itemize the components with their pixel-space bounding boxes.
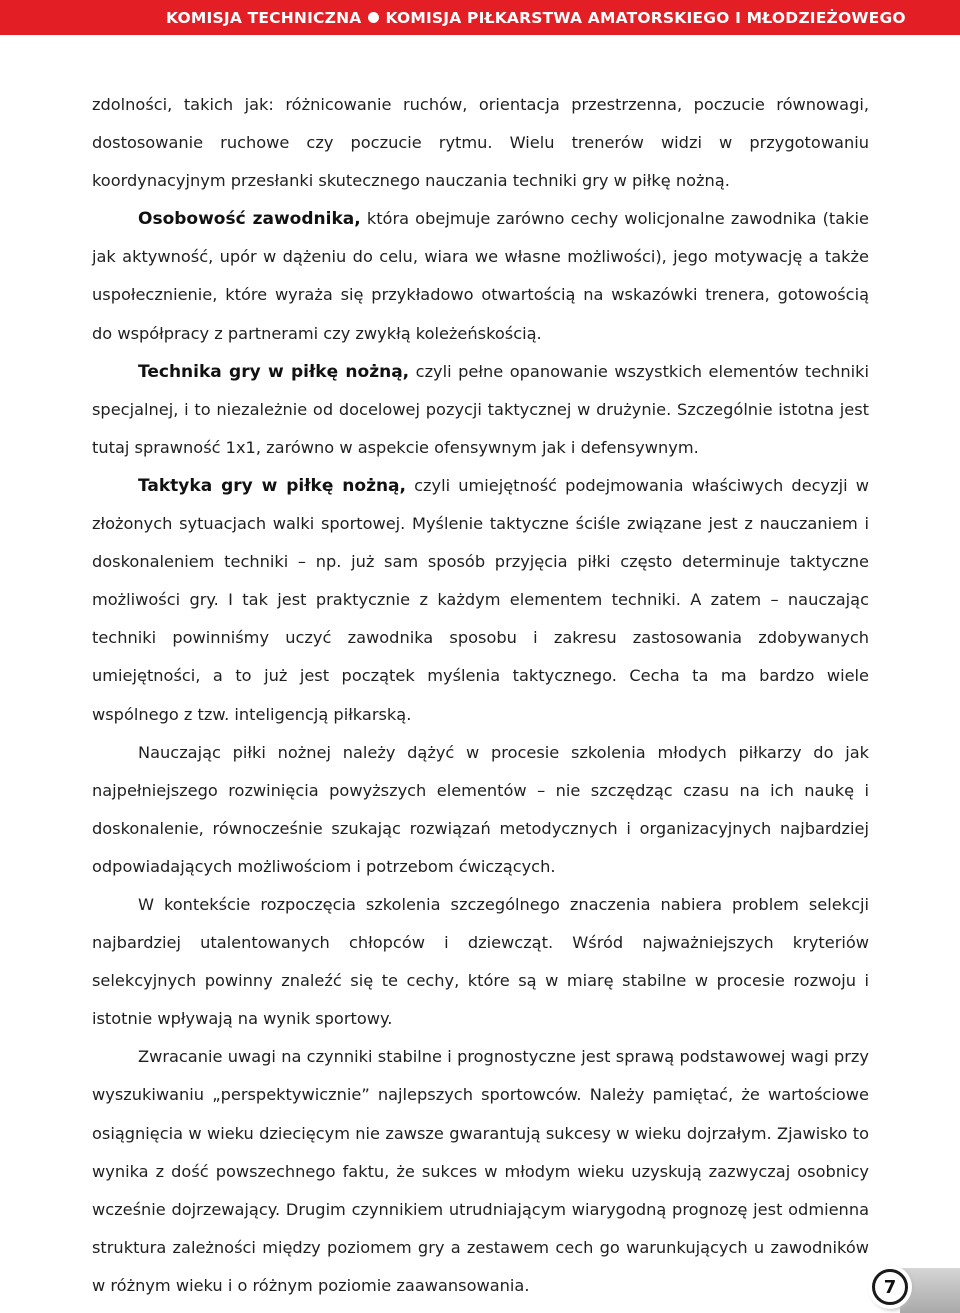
paragraph-1: zdolności, takich jak: różnicowanie ruchów, orientacja przestrzenna, poczucie równowagi, dostosowanie ruchowe czy poczucie rytmu. Wielu trenerów widzi w przygotowaniu koordynacyjnym przesłanki skutecznego nauczania techniki gry w piłkę nożną. (92, 95, 869, 191)
paragraph-3 (92, 353, 869, 467)
paragraph-4-text: czyli umiejętność podejmowania właściwych decyzji w złożonych sytuacjach walki sportowej. Myślenie taktyczne ściśle związane jest z nauczaniem i doskonaleniem techniki – np. już sam sposób przyjęcia piłki często determinuje taktyczne możliwości gry. I tak jest praktycznie z każdym elementem techniki. A zatem – nauczając techniki powinniśmy uczyć zawodnika sposobu i zakresu zastosowania zdobywanych umiejętności, a to już jest początek myślenia taktycznego. Cecha ta ma bardzo wiele wspólnego z tzw. inteligencją piłkarską. (92, 475, 870, 724)
paragraph-4 (92, 467, 869, 734)
paragraph-5: Nauczając piłki nożnej należy dążyć w procesie szkolenia młodych piłkarzy do jak najpełniejszego rozwinięcia powyższych elementów – nie szczędząc czasu na ich naukę i doskonalenie, równocześnie szukając rozwiązań metodycznych i organizacyjnych najbardziej odpowiadających możliwościom i potrzebom ćwiczących. (92, 742, 869, 876)
paragraph-2-lead: Osobowość zawodnika, (138, 209, 361, 230)
bullet-dot-icon (368, 12, 379, 23)
paragraph-4-lead: Taktyka gry w piłkę nożną, (138, 475, 406, 496)
paragraph-2-text: która obejmuje zarówno cechy wolicjonalne zawodnika (takie jak aktywność, upór w dążeniu do celu, wiara we własne możliwości), jego motywację a także uspołecznienie, które wyraża się przykładowo otwartością na wskazówki trenera, gotowością do współpracy z partnerami czy zwykłą koleżeńskością. (92, 209, 869, 343)
header-bar (0, 0, 960, 35)
header-left-label: KOMISJA TECHNICZNA (166, 8, 362, 27)
paragraph-3-text: czyli pełne opanowanie wszystkich elementów techniki specjalnej, i to niezależnie od docelowej pozycji taktycznej w drużynie. Szczególnie istotna jest tutaj sprawność 1x1, zarówno w aspekcie ofensywnym jak i defensywnym. (92, 361, 869, 457)
page-number: 7 (872, 1269, 908, 1305)
header-right-label: KOMISJA PIŁKARSTWA AMATORSKIEGO I MŁODZIEŻOWEGO (385, 8, 906, 27)
paragraph-6: W kontekście rozpoczęcia szkolenia szczególnego znaczenia nabiera problem selekcji najbardziej utalentowanych chłopców i dziewcząt. Wśród najważniejszych kryteriów selekcyjnych powinny znaleźć się te cechy, które są w miarę stabilne w procesie rozwoju i istotnie wpływają na wynik sportowy. (92, 894, 869, 1029)
paragraph-7: Zwracanie uwagi na czynniki stabilne i prognostyczne jest sprawą podstawowej wagi przy wyszukiwaniu „perspektywicznie” najlepszych sportowców. Należy pamiętać, że wartościowe osiągnięcia w wieku dziecięcym nie zawsze gwarantują sukcesy w wieku dojrzałym. Zjawisko to wynika z dość powszechnego faktu, że sukces w młodym wieku uzyskują zazwyczaj osobnicy wcześnie dojrzewający. Drugim czynnikiem utrudniającym wiarygodną prognozę jest odmienna struktura zależności między poziomem gry a zestawem cech go warunkujących u zawodników w różnym wieku i o różnym poziomie zaawansowania. (92, 1047, 869, 1295)
corner-decoration (900, 1268, 960, 1313)
header-title (166, 9, 906, 27)
article-body (92, 86, 869, 1305)
paragraph-2 (92, 200, 869, 352)
paragraph-3-lead: Technika gry w piłkę nożną, (138, 361, 410, 382)
